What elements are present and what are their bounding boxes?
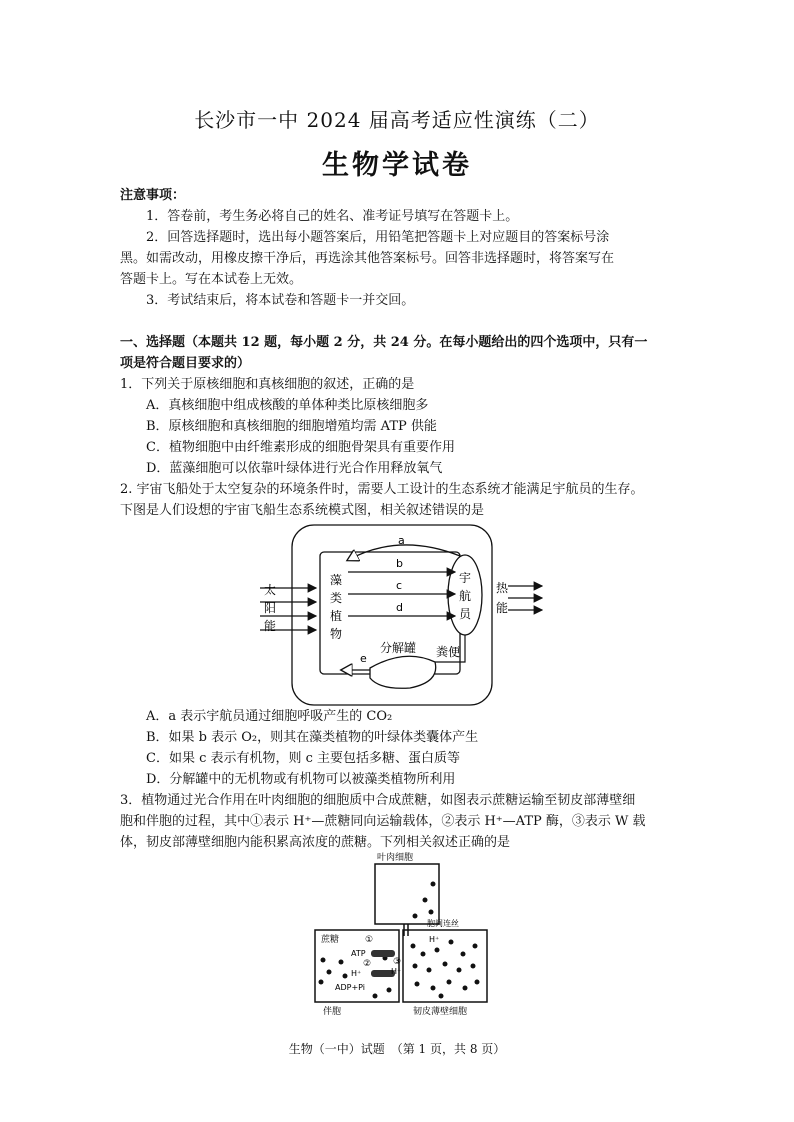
mesophyll-label: 叶肉细胞 — [377, 853, 414, 863]
notice-item-2-line-3: 答题卡上。写在本试卷上无效。 — [120, 272, 303, 287]
phloem-label: 韧皮薄壁细胞 — [413, 1007, 468, 1017]
page-footer: 生物（一中）试题 （第 1 页，共 8 页） — [288, 1042, 506, 1056]
phloem-hplus-label: H⁺ — [429, 935, 440, 944]
q2-option-b: B．如果 b 表示 O₂，则其在藻类植物的叶绿体类囊体产生 — [146, 730, 479, 745]
membrane-hplus-label: H⁺ — [391, 967, 402, 976]
q1-stem: 1．下列关于原核细胞和真核细胞的叙述，正确的是 — [120, 377, 415, 392]
arrow-label-b: b — [396, 557, 403, 570]
q3-stem-line-1: 3．植物通过光合作用在叶肉细胞的细胞质中合成蔗糖，如图表示蔗糖运输至韧皮部薄壁细 — [120, 793, 636, 808]
notice-item-1: 1．答卷前，考生务必将自己的姓名、准考证号填写在答题卡上。 — [146, 209, 519, 224]
algae-label-4: 物 — [330, 627, 343, 641]
arrow-label-c: c — [396, 579, 403, 592]
plasmodesma-label: 胞间连丝 — [427, 919, 459, 928]
carrier-2-label: ② — [363, 959, 372, 969]
algae-label-3: 植 — [330, 609, 343, 623]
sun-label-3: 能 — [264, 619, 277, 633]
section-heading-line-1: 一、选择题（本题共 12 题，每小题 2 分，共 24 分。在每小题给出的四个选项中，只有一 — [120, 335, 648, 350]
carrier-1-label: ① — [365, 935, 374, 945]
q3-stem-line-2: 胞和伴胞的过程，其中①表示 H⁺—蔗糖同向运输载体，②表示 H⁺—ATP 酶，③表示 W 载 — [120, 814, 646, 829]
tank-label: 分解罐 — [380, 641, 417, 655]
section-heading-line-2: 项是符合题目要求的） — [120, 356, 251, 371]
q1-option-a: A．真核细胞中组成核酸的单体种类比原核细胞多 — [146, 398, 429, 413]
carrier-1 — [371, 950, 395, 957]
exam-subtitle: 生物学试卷 — [322, 150, 472, 181]
q2-stem-line-2: 下图是人们设想的宇宙飞船生态系统模式图，相关叙述错误的是 — [120, 503, 485, 518]
exam-title: 长沙市一中 2024 届高考适应性演练（二） — [194, 108, 600, 132]
arrow-label-d: d — [396, 601, 403, 614]
companion-label: 伴胞 — [323, 1007, 342, 1017]
algae-label-1: 藻 — [330, 573, 343, 587]
companion-hplus-label: H⁺ — [351, 969, 362, 978]
notice-item-3: 3．考试结束后，将本试卷和答题卡一并交回。 — [146, 293, 415, 308]
q1-option-c: C．植物细胞中由纤维素形成的细胞骨架具有重要作用 — [146, 440, 455, 455]
sun-label-2: 阳 — [264, 601, 277, 615]
q2-stem-line-1: 2. 宇宙飞船处于太空复杂的环境条件时，需要人工设计的生态系统才能满足宇航员的生存。 — [120, 482, 644, 497]
decomposition-tank — [370, 656, 436, 688]
heat-label-2: 能 — [496, 601, 509, 615]
q2-option-c: C．如果 c 表示有机物，则 c 主要包括多糖、蛋白质等 — [146, 751, 461, 766]
sucrose-transport-diagram — [305, 850, 505, 1020]
notice-heading: 注意事项： — [120, 188, 186, 203]
q2-option-d: D．分解罐中的无机物或有机物可以被藻类植物所利用 — [146, 772, 456, 787]
astronaut-label-1: 宇 — [459, 571, 472, 585]
arrow-label-e: e — [360, 652, 367, 665]
feces-label: 粪便 — [436, 645, 461, 659]
arrow-label-a: a — [398, 534, 405, 547]
carrier-3-label: ③ — [393, 957, 402, 967]
notice-item-2-line-2: 黑。如需改动，用橡皮擦干净后，再选涂其他答案标号。回答非选择题时，将答案写在 — [120, 251, 615, 266]
sun-label-1: 太 — [264, 583, 277, 597]
q1-option-d: D．蓝藻细胞可以依靠叶绿体进行光合作用释放氧气 — [146, 461, 443, 476]
adp-label: ADP+Pi — [335, 983, 366, 992]
heat-label-1: 热 — [496, 581, 509, 595]
atp-label: ATP — [351, 949, 366, 958]
astronaut-label-2: 航 — [459, 589, 472, 603]
astronaut-label-3: 员 — [459, 607, 472, 621]
q1-option-b: B．原核细胞和真核细胞的细胞增殖均需 ATP 供能 — [146, 419, 437, 434]
q3-stem-line-3: 体，韧皮部薄壁细胞内能积累高浓度的蔗糖。下列相关叙述正确的是 — [120, 835, 511, 850]
algae-label-2: 类 — [330, 591, 343, 605]
notice-item-2-line-1: 2．回答选择题时，选出每小题答案后，用铅笔把答题卡上对应题目的答案标号涂 — [146, 230, 610, 245]
sucrose-label: 蔗糖 — [321, 935, 340, 945]
mesophyll-cell — [375, 864, 439, 924]
q2-option-a: A．a 表示宇航员通过细胞呼吸产生的 CO₂ — [146, 709, 393, 724]
spaceship-ecosystem-diagram — [250, 520, 550, 710]
